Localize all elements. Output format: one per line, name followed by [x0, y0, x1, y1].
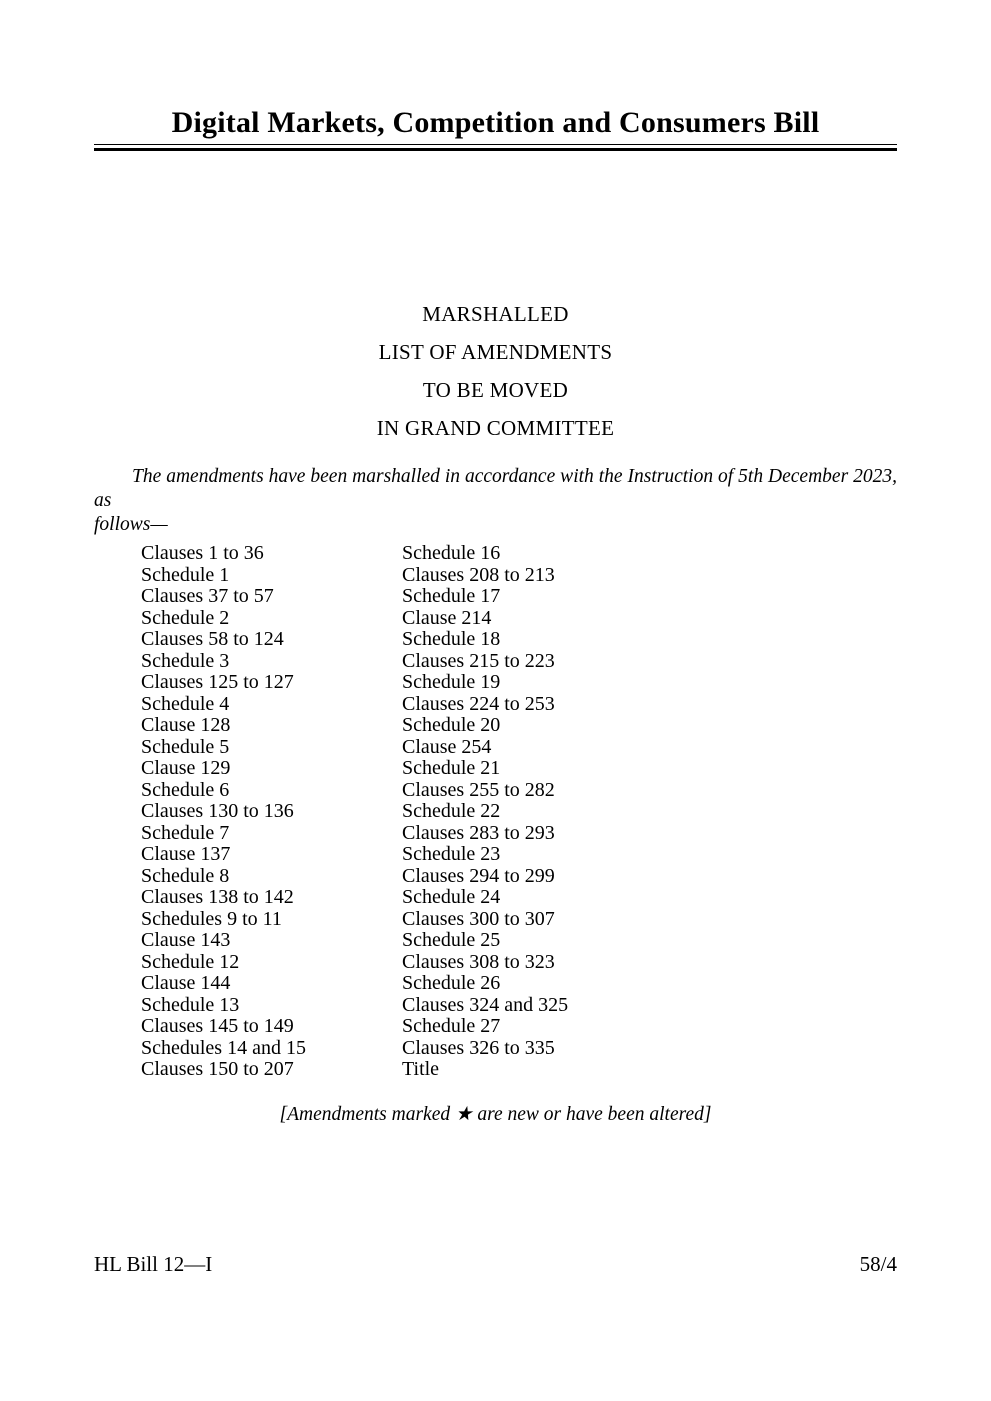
list-item: Schedule 5	[141, 735, 230, 758]
list-item: Clause 144	[141, 972, 231, 994]
heading-in-grand-committee: IN GRAND COMMITTEE	[376, 416, 615, 440]
list-item: Clauses 324 and 325	[402, 993, 569, 1016]
list-item: Clauses 308 to 323	[402, 950, 555, 973]
list-item: Schedule 25	[402, 929, 501, 951]
list-item: Schedules 14 and 15	[141, 1036, 306, 1059]
list-item: Clauses 255 to 282	[402, 778, 555, 801]
list-item: Clauses 58 to 124	[141, 628, 284, 650]
footer-session-code: 58/4	[859, 1252, 897, 1276]
list-item: Schedule 12	[141, 950, 240, 973]
list-item: Schedule 23	[402, 843, 501, 865]
list-item: Schedule 4	[141, 692, 230, 715]
heading-to-be-moved: TO BE MOVED	[422, 378, 569, 402]
marshalling-order-list	[94, 543, 897, 1081]
list-item: Clauses 1 to 36	[141, 542, 264, 564]
list-item: Clause 214	[402, 606, 492, 629]
list-item: Clause 137	[141, 843, 231, 865]
list-item: Schedule 3	[141, 649, 230, 672]
title-rule	[94, 144, 897, 151]
list-item: Schedule 27	[402, 1015, 501, 1037]
marshalling-order-right-column	[402, 543, 897, 1081]
list-item: Schedule 1	[141, 563, 230, 586]
amendments-marked-note: [Amendments marked ★ are new or have been altered]	[279, 1103, 712, 1125]
list-item: Clause 129	[141, 757, 231, 779]
list-item: Clauses 224 to 253	[402, 692, 555, 715]
list-item: Clauses 125 to 127	[141, 671, 294, 693]
list-item: Schedule 8	[141, 864, 230, 887]
list-item: Clauses 37 to 57	[141, 585, 274, 607]
list-item: Clauses 150 to 207	[141, 1058, 294, 1080]
intro-line-1: The amendments have been marshalled in accordance with the Instruction of 5th December 2023, as	[94, 466, 897, 511]
list-item: Title	[402, 1058, 440, 1080]
list-item: Schedule 2	[141, 606, 230, 629]
list-item: Clauses 300 to 307	[402, 907, 555, 930]
footer-bill-number: HL Bill 12—I	[94, 1252, 213, 1276]
list-item: Schedule 16	[402, 542, 501, 564]
list-item: Schedule 7	[141, 821, 230, 844]
list-item: Clauses 208 to 213	[402, 563, 555, 586]
heading-marshalled: MARSHALLED	[422, 302, 569, 326]
list-item: Clauses 215 to 223	[402, 649, 555, 672]
intro-paragraph	[94, 465, 897, 537]
list-item: Schedule 6	[141, 778, 230, 801]
list-item: Clauses 145 to 149	[141, 1015, 294, 1037]
page-title: Digital Markets, Competition and Consumers Bill	[171, 106, 820, 139]
list-item: Schedule 18	[402, 628, 501, 650]
list-item: Schedule 24	[402, 886, 501, 908]
list-item: Schedule 22	[402, 800, 501, 822]
page-footer	[94, 1252, 897, 1277]
list-item: Schedule 19	[402, 671, 501, 693]
list-item: Clause 143	[141, 929, 231, 951]
marshalled-headings	[94, 304, 897, 439]
list-item: Schedule 21	[402, 757, 501, 779]
list-item: Clauses 294 to 299	[402, 864, 555, 887]
heading-list-of-amendments: LIST OF AMENDMENTS	[378, 340, 613, 364]
list-item: Clauses 138 to 142	[141, 886, 294, 908]
list-item: Clauses 326 to 335	[402, 1036, 555, 1059]
list-item: Clauses 283 to 293	[402, 821, 555, 844]
list-item: Schedule 17	[402, 585, 501, 607]
list-item: Clause 128	[141, 714, 231, 736]
list-item: Schedules 9 to 11	[141, 907, 282, 930]
intro-line-2: follows—	[94, 514, 168, 535]
list-item: Schedule 26	[402, 972, 501, 994]
list-item: Clause 254	[402, 735, 492, 758]
list-item: Schedule 13	[141, 993, 240, 1016]
list-item: Schedule 20	[402, 714, 501, 736]
marshalling-order-left-column	[141, 543, 402, 1081]
list-item: Clauses 130 to 136	[141, 800, 294, 822]
